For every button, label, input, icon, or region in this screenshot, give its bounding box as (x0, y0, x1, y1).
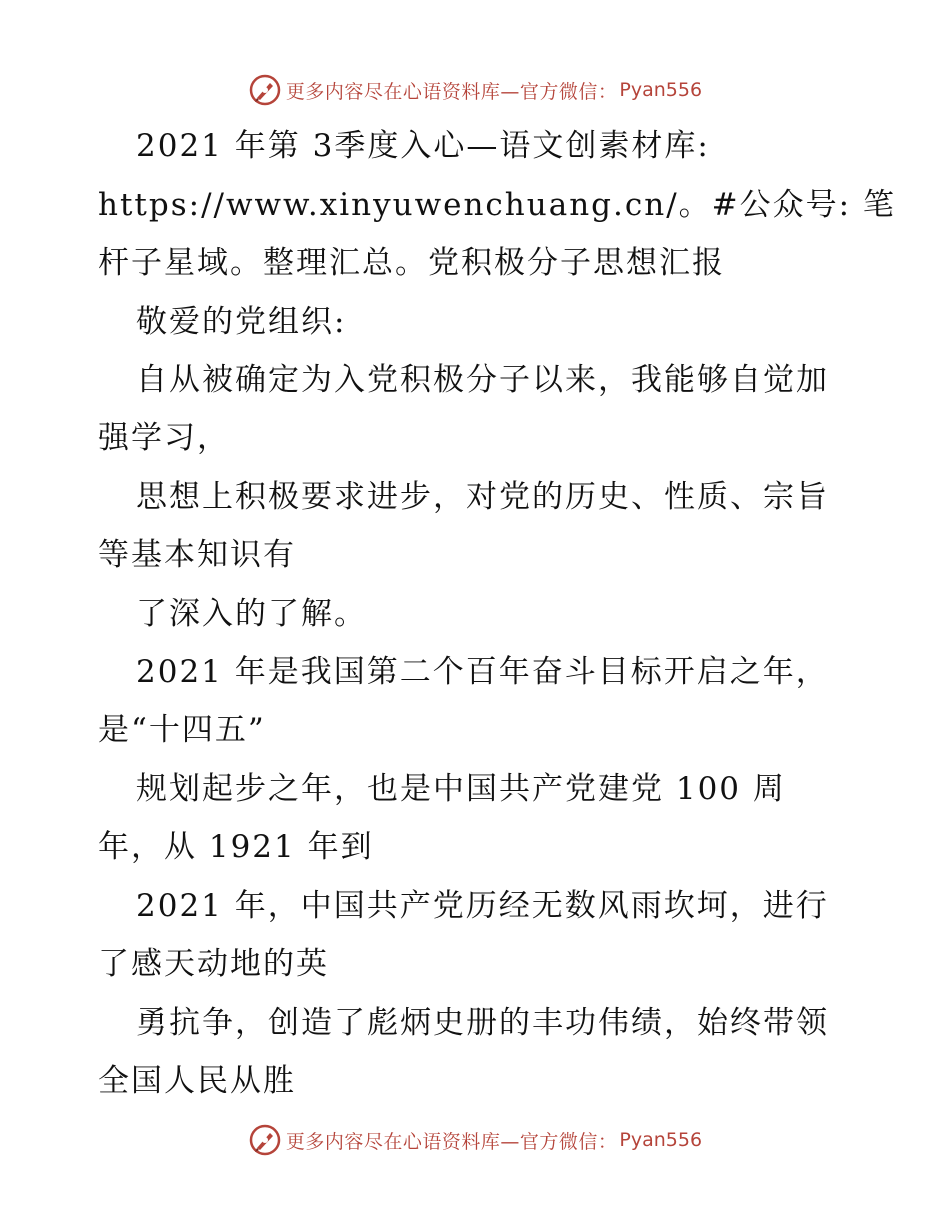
doc-line: 自从被确定为入党积极分子以来，我能够自觉加 (136, 362, 829, 398)
doc-line: 思想上积极要求进步，对党的历史、性质、宗旨 (136, 479, 829, 515)
doc-line: 敬爱的党组织: (136, 304, 347, 340)
pen-logo-icon (248, 1123, 282, 1157)
doc-line: https://www.xinyuwenchuang.cn/。#公众号: 笔 (98, 187, 896, 223)
doc-line: 2021 年第 3季度入心—语文创素材库: (136, 128, 710, 164)
doc-line: 了深入的了解。 (136, 596, 367, 632)
doc-line: 强学习， (98, 420, 230, 456)
banner-text: 更多内容尽在心语资料库—官方微信： (285, 80, 618, 103)
doc-line: 了感天动地的英 (98, 946, 329, 982)
doc-line: 是“十四五” (98, 712, 266, 748)
banner-wechat-id: Pyan556 (619, 79, 703, 101)
footer-banner (0, 1120, 950, 1160)
doc-line: 2021 年是我国第二个百年奋斗目标开启之年， (136, 654, 829, 690)
doc-line: 2021 年，中国共产党历经无数风雨坎坷，进行 (136, 888, 829, 924)
doc-line: 全国人民从胜 (98, 1063, 296, 1099)
doc-line: 勇抗争，创造了彪炳史册的丰功伟绩，始终带领 (136, 1005, 829, 1041)
doc-line: 年，从 1921 年到 (98, 829, 374, 865)
doc-line: 等基本知识有 (98, 537, 296, 573)
banner-text: 更多内容尽在心语资料库—官方微信： (285, 1130, 618, 1153)
doc-line: 规划起步之年，也是中国共产党建党 100 周 (136, 771, 786, 807)
doc-line: 杆子星域。整理汇总。党积极分子思想汇报 (98, 245, 725, 281)
banner-wechat-id: Pyan556 (619, 1129, 703, 1151)
